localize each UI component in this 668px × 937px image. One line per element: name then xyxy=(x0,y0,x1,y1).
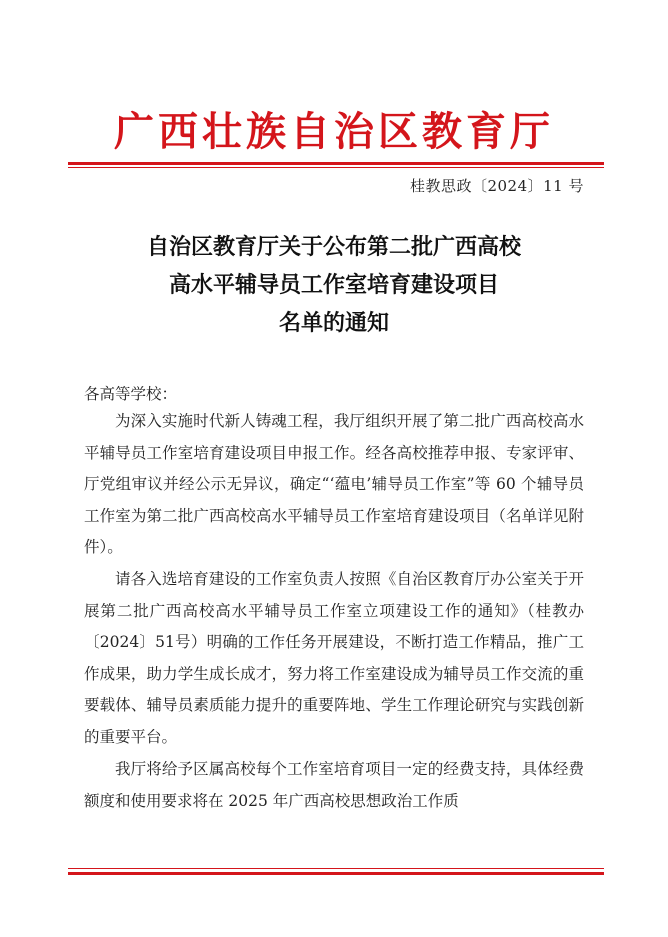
header-red-rule-thick xyxy=(68,162,604,165)
issuer-header: 广西壮族自治区教育厅 xyxy=(114,108,554,155)
header-red-rule-thin xyxy=(68,167,604,168)
footer-red-rule-thick xyxy=(68,872,604,875)
document-number: 桂教思政〔2024〕11 号 xyxy=(409,177,584,195)
footer-red-rule-thin xyxy=(68,868,604,869)
salutation: 各高等学校： xyxy=(84,385,178,403)
document-title-line: 自治区教育厅关于公布第二批广西高校 xyxy=(146,234,521,260)
body-paragraph: 请各入选培育建设的工作室负责人按照《自治区教育厅办公室关于开展第二批广西高校高水平辅导员工作室立项建设工作的通知》（桂教办〔2024〕51号）明确的工作任务开展建设，不断打造工作精品，推广工作成果，助力学生成长成才，努力将工作室建设成为辅导员工作交流的重要载体、辅导员素质能力提升的重要阵地、学生工作理论研究与实践创新的重要平台。 xyxy=(84,570,584,746)
document-title-line: 名单的通知 xyxy=(278,310,389,336)
document-title-line: 高水平辅导员工作室培育建设项目 xyxy=(168,272,499,298)
document-title xyxy=(0,228,668,342)
body-paragraph: 为深入实施时代新人铸魂工程，我厅组织开展了第二批广西高校高水平辅导员工作室培育建设项目申报工作。经各高校推荐申报、专家评审、厅党组审议并经公示无异议，确定“‘蕴电’辅导员工作室”等 60 个辅导员工作室为第二批广西高校高水平辅导员工作室培育建设项目（名单详见附件）。 xyxy=(84,412,584,556)
body-paragraph: 我厅将给予区属高校每个工作室培育项目一定的经费支持，具体经费额度和使用要求将在 2025 年广西高校思想政治工作质 xyxy=(84,760,584,810)
